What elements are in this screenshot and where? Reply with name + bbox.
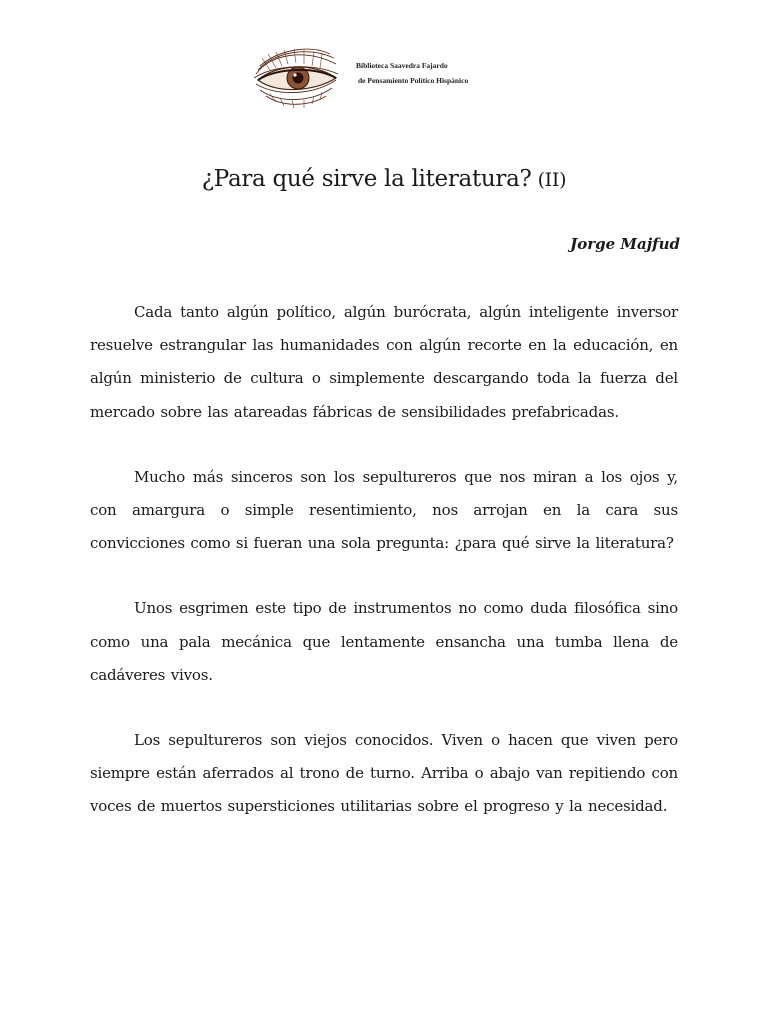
paragraph: Mucho más sinceros son los sepultureros que nos miran a los ojos y, con amargura o simple resentimiento, nos arrojan en la cara sus convicciones como si fueran una sola pregunta: ¿para qué sirve la literatura?	[90, 467, 678, 553]
eye-engraving-icon	[250, 44, 342, 110]
document-title-suffix: (II)	[537, 169, 567, 191]
document-title	[0, 166, 768, 192]
paragraph: Unos esgrimen este tipo de instrumentos no como duda filosófica sino como una pala mecánica que lentamente ensancha una tumba llena de cadáveres vivos.	[90, 599, 678, 684]
library-header	[250, 44, 550, 114]
library-name	[356, 58, 468, 88]
document-author: Jorge Majfud	[570, 235, 680, 253]
library-name-line2: de Pensamiento Político Hispánico	[358, 76, 469, 85]
paragraph: Cada tanto algún político, algún burócrata, algún inteligente inversor resuelve estrangular las humanidades con algún recorte en la educación, en algún ministerio de cultura o simplemente descargando toda la fuerza del mercado sobre las atareadas fábricas de sensibilidades prefabricadas.	[90, 303, 678, 421]
document-body	[90, 296, 678, 856]
paragraph: Los sepultureros son viejos conocidos. Viven o hacen que viven pero siempre están aferrados al trono de turno. Arriba o abajo van repitiendo con voces de muertos supersticiones utilitarias sobre el progreso y la necesidad.	[90, 731, 678, 816]
library-name-line1: Biblioteca Saavedra Fajardo	[356, 61, 448, 70]
document-title-text: ¿Para qué sirve la literatura?	[201, 166, 532, 192]
